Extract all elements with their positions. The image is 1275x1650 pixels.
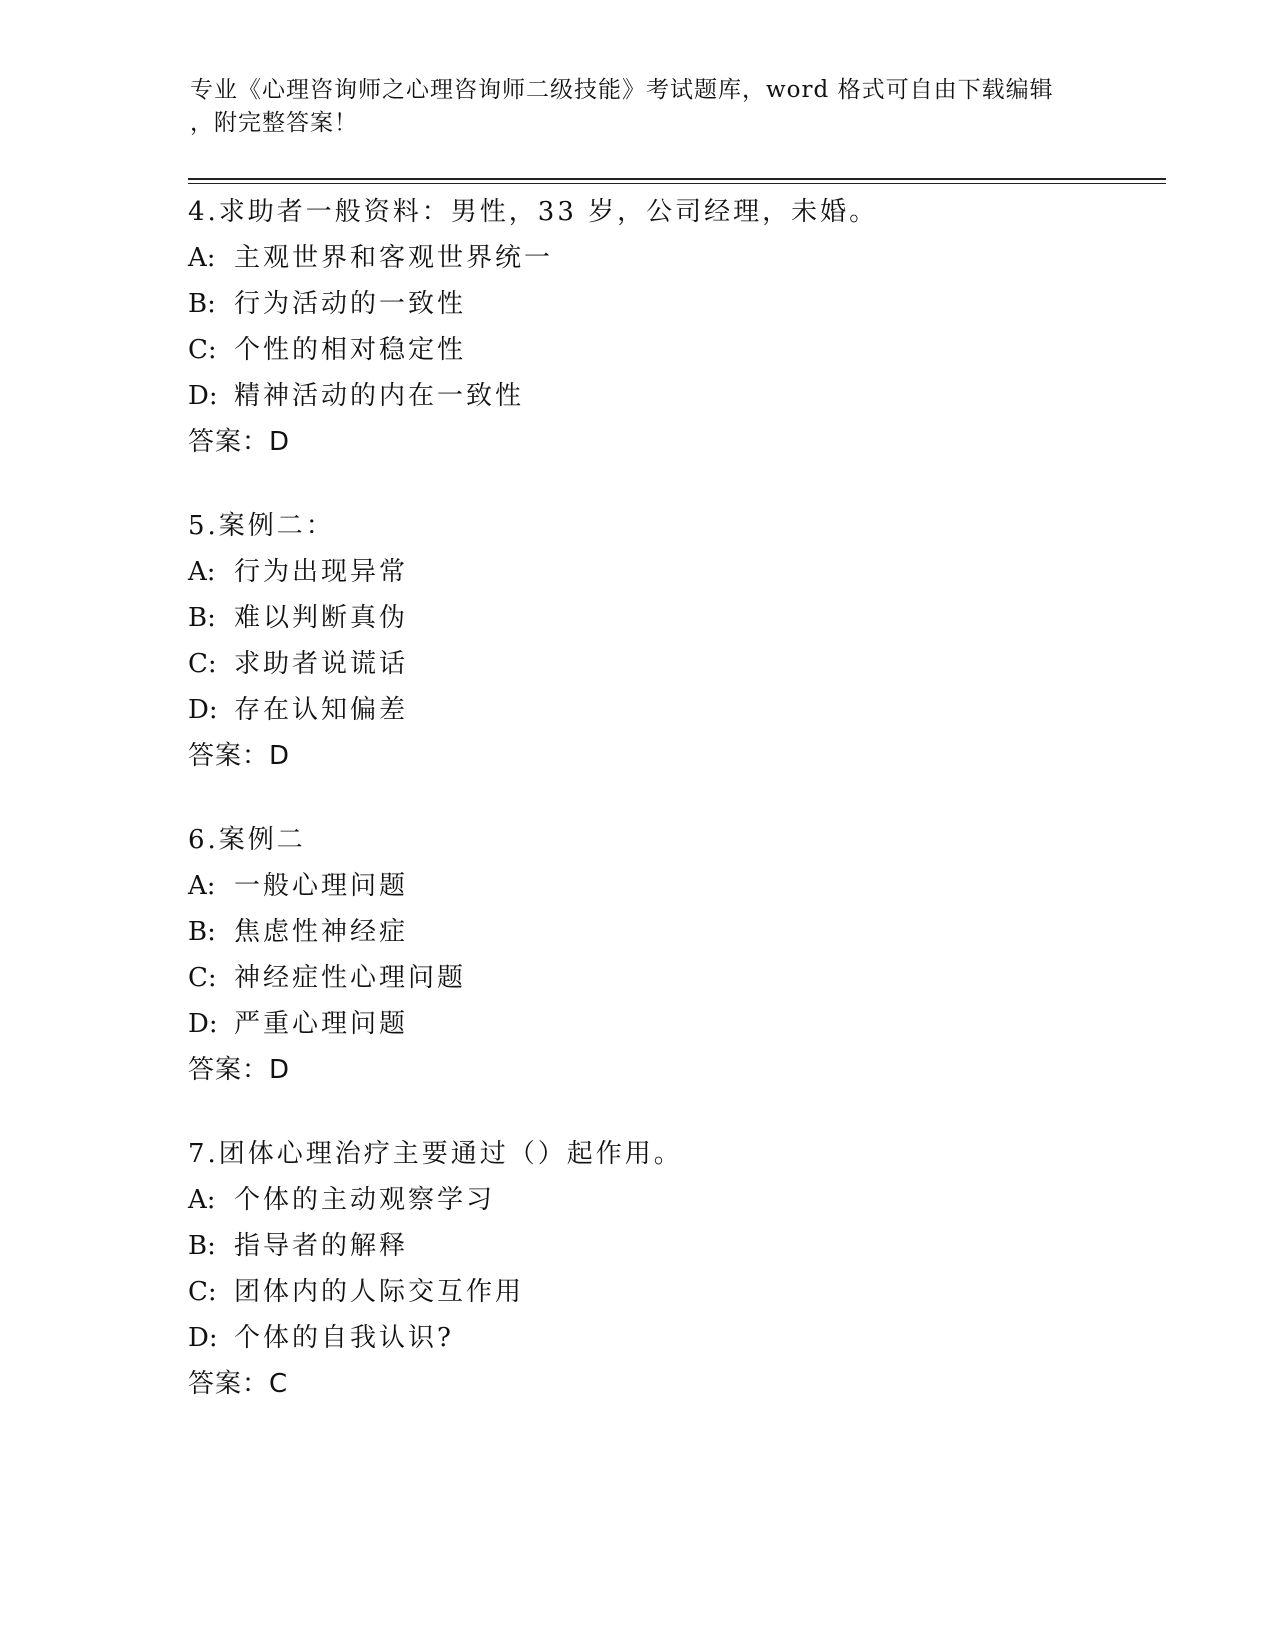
question-7 [188,1131,1148,1407]
question-6 [188,817,1148,1093]
question-stem: 7.团体心理治疗主要通过（）起作用。 [188,1139,683,1169]
option-letter: C: [188,335,217,365]
option-letter: A: [188,243,216,273]
option-letter: A: [188,1185,216,1215]
option-d [188,1315,1148,1361]
option-text: 存在认知偏差 [234,695,409,725]
option-a [188,1177,1148,1223]
option-letter: C: [188,649,217,679]
header-title-line-2: ，附完整答案！ [190,110,358,136]
option-d [188,1001,1148,1047]
option-letter: B: [188,289,216,319]
question-5 [188,503,1148,779]
header-divider-thick [188,178,1166,180]
document-header [190,74,1070,140]
option-letter: C: [188,1277,217,1307]
option-letter: D: [188,1009,218,1039]
option-letter: B: [188,603,216,633]
answer-line: 答案：D [188,741,291,771]
option-a [188,863,1148,909]
option-text: 团体内的人际交互作用 [234,1277,525,1307]
option-letter: D: [188,381,218,411]
option-c [188,327,1148,373]
question-4 [188,189,1148,465]
option-text: 个体的主动观察学习 [234,1185,496,1215]
option-b [188,909,1148,955]
option-text: 神经症性心理问题 [234,963,467,993]
option-d [188,373,1148,419]
option-text: 严重心理问题 [234,1009,409,1039]
option-text: 个体的自我认识? [234,1323,454,1353]
option-c [188,1269,1148,1315]
option-b [188,595,1148,641]
header-divider-thin [188,183,1166,184]
option-letter: C: [188,963,217,993]
question-stem: 5.案例二： [188,511,335,541]
option-text: 精神活动的内在一致性 [234,381,525,411]
option-text: 一般心理问题 [234,871,409,901]
option-a [188,235,1148,281]
option-letter: A: [188,871,216,901]
option-text: 个性的相对稳定性 [234,335,467,365]
option-text: 焦虑性神经症 [234,917,409,947]
answer-line: 答案：C [188,1369,289,1399]
option-a [188,549,1148,595]
header-title-line-1: 专业《心理咨询师之心理咨询师二级技能》考试题库，word 格式可自由下载编辑 [190,77,1054,103]
option-d [188,687,1148,733]
option-letter: D: [188,1323,218,1353]
option-c [188,641,1148,687]
option-text: 求助者说谎话 [234,649,409,679]
answer-line: 答案：D [188,427,291,457]
question-stem: 6.案例二 [188,825,306,855]
option-b [188,1223,1148,1269]
option-c [188,955,1148,1001]
option-letter: A: [188,557,216,587]
option-text: 行为出现异常 [234,557,409,587]
question-list [188,189,1148,1445]
option-text: 行为活动的一致性 [234,289,467,319]
option-letter: D: [188,695,218,725]
question-stem: 4.求助者一般资料：男性，33 岁，公司经理，未婚。 [188,197,879,227]
answer-line: 答案：D [188,1055,291,1085]
option-letter: B: [188,917,216,947]
option-b [188,281,1148,327]
option-text: 主观世界和客观世界统一 [234,243,554,273]
option-text: 指导者的解释 [234,1231,409,1261]
option-letter: B: [188,1231,216,1261]
option-text: 难以判断真伪 [234,603,409,633]
